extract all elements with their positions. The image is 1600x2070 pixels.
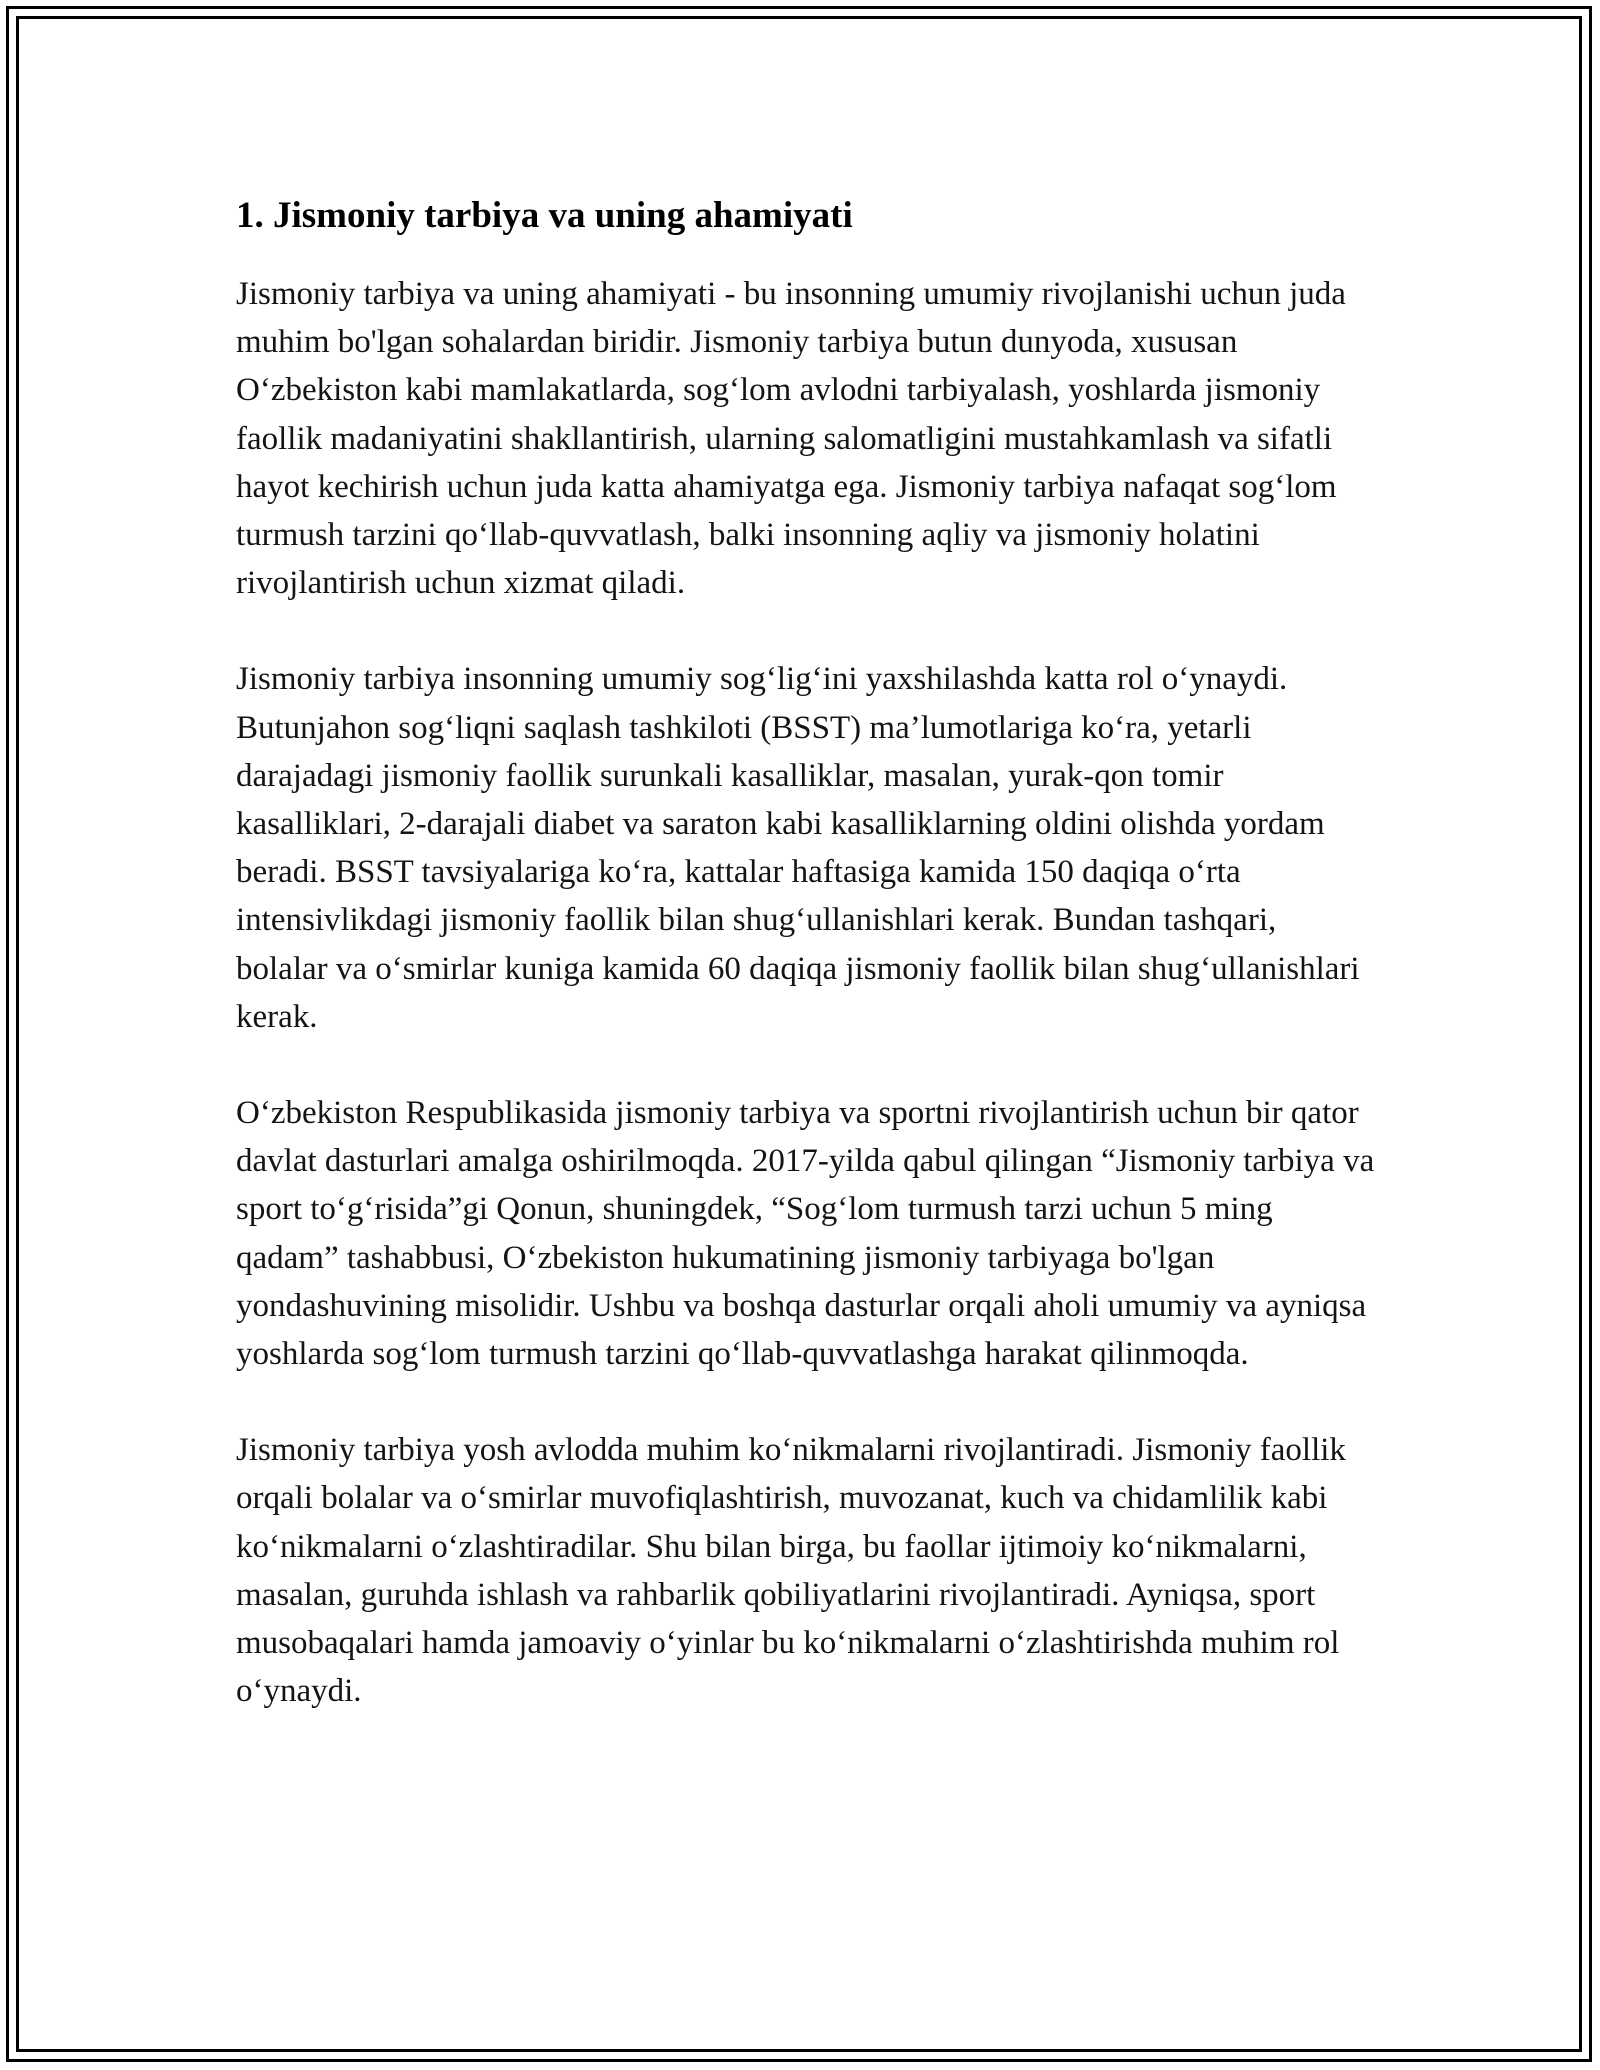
paragraph-4: Jismoniy tarbiya yosh avlodda muhim ko‘nikmalarni rivojlantiradi. Jismoniy faollik orqali bolalar va o‘smirlar muvofiqlashtirish, muvozanat, kuch va chidamlilik kabi ko‘nikmalarni o‘zlashtiradilar. Shu bilan birga, bu faollar ijtimoiy ko‘nikmalarni, masalan, guruhda ishlash va rahbarlik qobiliyatlarini rivojlantiradi. Ayniqsa, sport musobaqalari hamda jamoaviy o‘yinlar bu ko‘nikmalarni o‘zlashtirishda muhim rol o‘ynaydi.: [236, 1432, 1346, 1710]
section-heading: 1. Jismoniy tarbiya va uning ahamiyati: [236, 195, 853, 236]
paragraph-1: Jismoniy tarbiya va uning ahamiyati - bu insonning umumiy rivojlanishi uchun juda muhim bo'lgan sohalardan biridir. Jismoniy tarbiya butun dunyoda, xususan O‘zbekiston kabi mamlakatlarda, sog‘lom avlodni tarbiyalash, yoshlarda jismoniy faollik madaniyatini shakllantirish, ularning salomatligini mustahkamlash va sifatli hayot kechirish uchun juda katta ahamiyatga ega. Jismoniy tarbiya nafaqat sog‘lom turmush tarzini qo‘llab-quvvatlash, balki insonning aqliy va jismoniy holatini rivojlantirish uchun xizmat qiladi.: [236, 276, 1346, 602]
paragraph-3: O‘zbekiston Respublikasida jismoniy tarbiya va sportni rivojlantirish uchun bir qator davlat dasturlari amalga oshirilmoqda. 2017-yilda qabul qilingan “Jismoniy tarbiya va sport to‘g‘risida”gi Qonun, shuningdek, “Sog‘lom turmush tarzi uchun 5 ming qadam” tashabbusi, O‘zbekiston hukumatining jismoniy tarbiyaga bo'lgan yondashuvining misolidir. Ushbu va boshqa dasturlar orqali aholi umumiy va ayniqsa yoshlarda sog‘lom turmush tarzini qo‘llab-quvvatlashga harakat qilinmoqda.: [236, 1095, 1375, 1373]
paragraph-2: Jismoniy tarbiya insonning umumiy sog‘lig‘ini yaxshilashda katta rol o‘ynaydi. Butunjahon sog‘liqni saqlash tashkiloti (BSST) ma’lumotlariga ko‘ra, yetarli darajadagi jismoniy faollik surunkali kasalliklar, masalan, yurak-qon tomir kasalliklari, 2-darajali diabet va saraton kabi kasalliklarning oldini olishda yordam beradi. BSST tavsiyalariga ko‘ra, kattalar haftasiga kamida 150 daqiqa o‘rta intensivlikdagi jismoniy faollik bilan shug‘ullanishlari kerak. Bundan tashqari, bolalar va o‘smirlar kuniga kamida 60 daqiqa jismoniy faollik bilan shug‘ullanishlari kerak.: [236, 661, 1360, 1035]
document-body: [236, 188, 1376, 1763]
